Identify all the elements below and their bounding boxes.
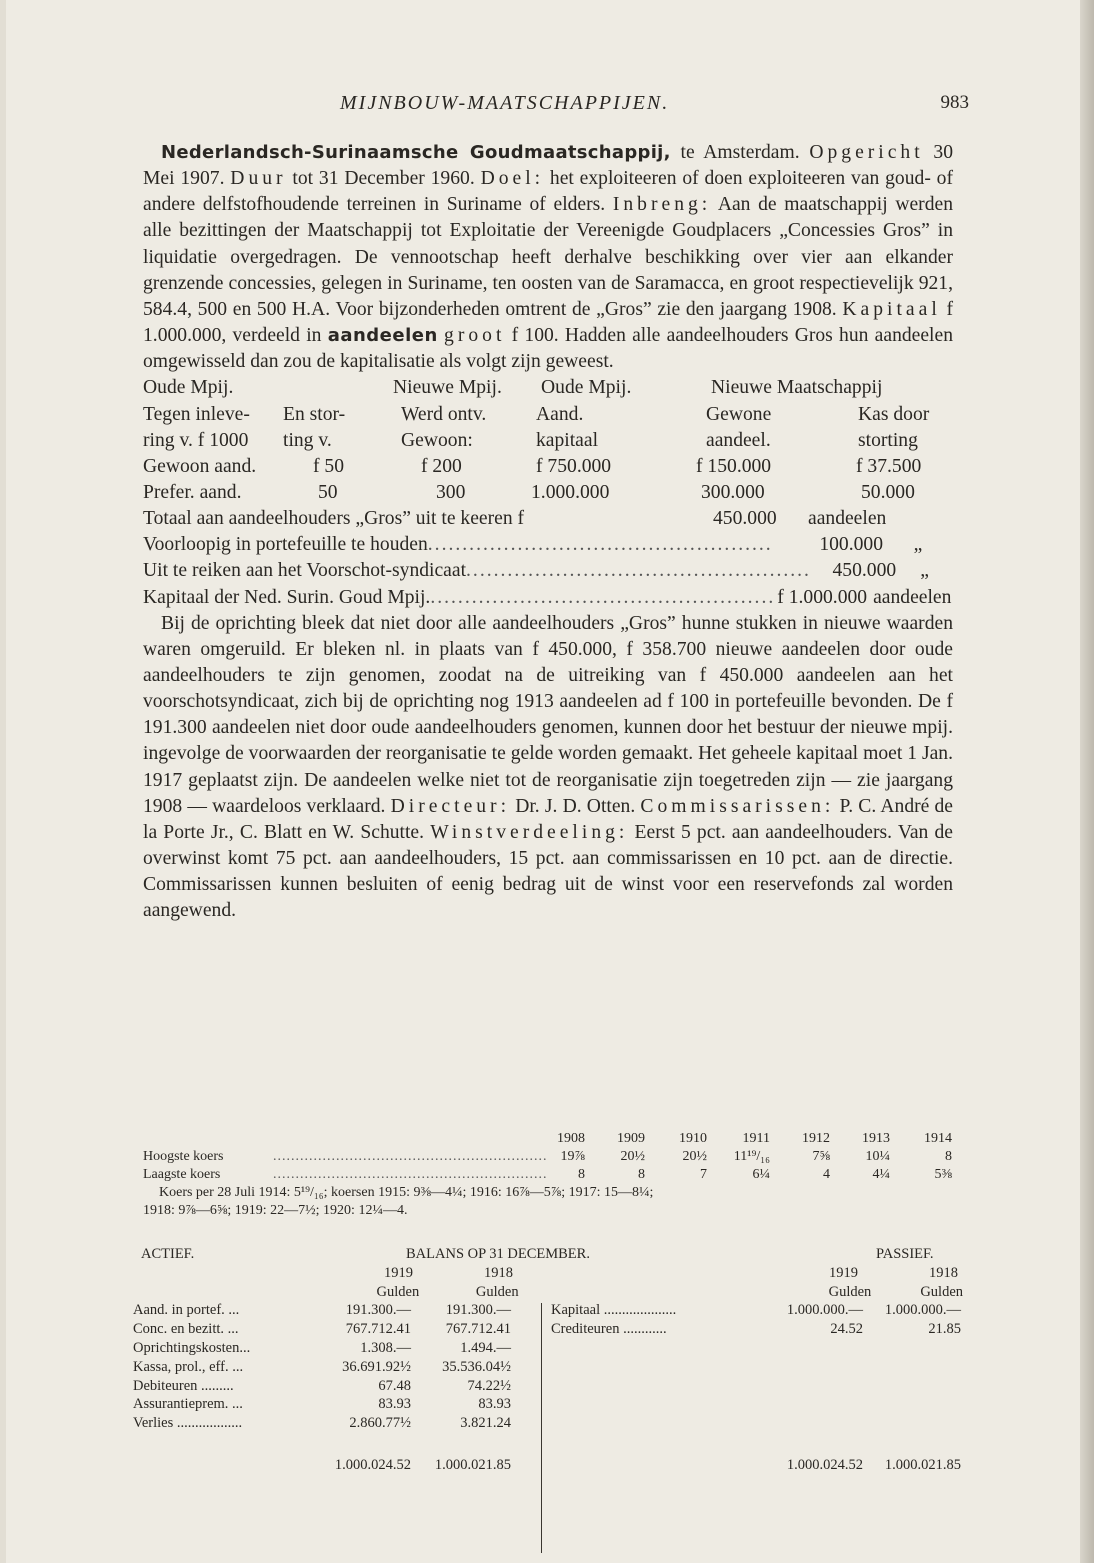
- formation-paragraph: [143, 611, 953, 925]
- koers-laagste-label: Laagste koers: [143, 1167, 221, 1182]
- summary-unit: aandeelen: [873, 586, 952, 608]
- summary-line: [143, 532, 953, 558]
- summary-value: 450.000: [713, 508, 777, 530]
- koers-spacer: [143, 1130, 525, 1148]
- balance-title-row: [133, 1245, 963, 1264]
- page-number: 983: [940, 92, 969, 113]
- summary-label: Totaal aan aandeelhouders „Gros” uit te keeren f: [143, 508, 525, 530]
- koers-value: 10¼: [865, 1149, 890, 1164]
- exchange-header-cell: En stor-: [283, 403, 346, 425]
- summary-value: 450.000: [832, 560, 897, 582]
- koers-note: Koers per 28 Juli 1914: 5¹⁹/₁₆; koersen 1915: 9⅜—4¼; 1916: 16⅞—5⅞; 1917: 15—8¼;: [159, 1185, 654, 1200]
- exchange-header-row: [143, 375, 953, 401]
- actief-total-1918: 1.000.021.85: [434, 1456, 511, 1473]
- summary-label: Voorloopig in portefeuille te houden: [143, 534, 428, 556]
- balance-row: [133, 1301, 963, 1320]
- exchange-row: [143, 454, 953, 480]
- groot-label: groot: [444, 325, 506, 347]
- running-title: MIJNBOUW-MAATSCHAPPIJEN.: [340, 92, 670, 114]
- passief-value-1918: 1.000.000.—: [884, 1302, 961, 1319]
- exchange-cell: f 750.000: [536, 455, 612, 477]
- passief-item-label: Crediteuren ............: [551, 1321, 667, 1338]
- passief-value-1918: 21.85: [928, 1321, 961, 1338]
- page-left-edge: [0, 0, 6, 1563]
- koers-value: 7: [700, 1167, 707, 1182]
- balance-spacer: [511, 1456, 761, 1475]
- commissarissen-label: Commissarissen:: [640, 795, 835, 817]
- koers-value: 11¹⁹/₁₆: [733, 1149, 770, 1164]
- passief-total-1918: 1.000.021.85: [884, 1456, 961, 1473]
- exchange-header-row: [143, 428, 953, 454]
- exchange-header-cell: Kas door: [858, 403, 930, 425]
- actief-value-1918: 74.22½: [467, 1377, 511, 1394]
- koers-table: [143, 1130, 963, 1220]
- koers-year: 1911: [742, 1131, 770, 1146]
- balance-sheet: [133, 1245, 963, 1475]
- balance-title: BALANS OP 31 DECEMBER.: [406, 1246, 590, 1262]
- doel-label: Doel:: [480, 168, 545, 190]
- actief-value-1918: 83.93: [478, 1396, 511, 1413]
- company-name: Nederlandsch-Surinaamsche Goudmaatschappij,: [161, 142, 671, 163]
- koers-year: 1909: [617, 1131, 645, 1146]
- leader-dots: ..................................................: [430, 586, 776, 608]
- aandeelen-word: aandeelen: [327, 325, 438, 347]
- exchange-header-row: [143, 402, 953, 428]
- exchange-header-cell: Gewoon:: [401, 429, 473, 451]
- groot-text: f 100. Hadden alle aandeelhouders Gros hun aandeelen omgewisseld dan zou de kapitalisatie als volgt zijn geweest.: [143, 325, 953, 373]
- article-body: [143, 140, 953, 925]
- exchange-row: [143, 480, 953, 506]
- passief-item-label: Kapitaal ....................: [551, 1302, 677, 1319]
- exchange-header-cell: storting: [858, 429, 918, 451]
- exchange-header-cell: ting v.: [283, 429, 332, 451]
- balance-spacer: [133, 1456, 323, 1475]
- balance-year: 1918: [484, 1264, 513, 1281]
- actief-item-label: Oprichtingskosten...: [133, 1339, 251, 1356]
- actief-value-1919: 1.308.—: [360, 1339, 411, 1356]
- summary-unit: „: [920, 560, 929, 582]
- balance-currency: Gulden: [920, 1283, 964, 1300]
- actief-value-1919: 767.712.41: [345, 1321, 411, 1338]
- leader-dots: ..................................................: [466, 560, 811, 582]
- koers-year: 1910: [679, 1131, 707, 1146]
- opgericht-label: Opgericht: [809, 142, 924, 163]
- leader-dots: .............................................................: [273, 1149, 548, 1164]
- company-location: te Amsterdam.: [670, 142, 800, 163]
- summary-unit: aandeelen: [808, 508, 887, 530]
- exchange-table: [143, 375, 953, 506]
- kapitaal-text: f 1.000.000, verdeeld in: [143, 298, 953, 347]
- actief-value-1919: 2.860.77½: [349, 1415, 411, 1432]
- exchange-cell: 300.000: [701, 481, 765, 503]
- inbreng-text: Aan de maatschappij werden alle bezittingen der Maatschappij tot Exploitatie der Vereenigde Goudplacers „Concessies Gros” in liquidatie overgedragen. De vennootschap heeft derhalve beschikking over vier aan elkander grenzende concessies, gelegen in Suriname, ten oosten van de Saramacca, en groot respectievelijk 921, 584.4, 500 en 500 H.A. Voor bijzonderheden omtrent de „Gros” zie den jaargang 1908.: [143, 194, 953, 320]
- actief-item-label: Debiteuren .........: [133, 1377, 234, 1394]
- koers-value: 4¼: [872, 1167, 890, 1182]
- koers-note: 1918: 9⅞—6⅝; 1919: 22—7½; 1920: 12¼—4.: [143, 1203, 408, 1218]
- koers-year: 1914: [924, 1131, 952, 1146]
- koers-value: 8: [945, 1149, 952, 1164]
- balance-spacer: [133, 1283, 332, 1302]
- winstverdeeling-label: Winstverdeeling:: [430, 821, 629, 843]
- koers-year: 1912: [802, 1131, 830, 1146]
- passief-label: PASSIEF.: [876, 1246, 934, 1262]
- exchange-header-cell: Oude Mpij.: [143, 377, 234, 399]
- koers-year: 1908: [557, 1131, 585, 1146]
- summary-label: Kapitaal der Ned. Surin. Goud Mpij.: [143, 586, 431, 608]
- exchange-header-cell: aandeel.: [706, 429, 771, 451]
- actief-value-1918: 35.536.04½: [442, 1358, 511, 1375]
- actief-item-label: Aand. in portef. ...: [133, 1302, 240, 1319]
- balance-row: [133, 1414, 963, 1433]
- summary-line: [143, 506, 953, 532]
- exchange-cell: Gewoon aand.: [143, 455, 257, 477]
- actief-total-1919: 1.000.024.52: [334, 1456, 411, 1473]
- exchange-header-cell: Tegen inleve-: [143, 403, 250, 425]
- doel-text: het exploiteeren of doen exploiteeren van goud- of andere delfstofhoudende terreinen in Suriname of elders.: [143, 168, 953, 216]
- passief-value-1919: 1.000.000.—: [786, 1302, 863, 1319]
- balance-years-row: [133, 1264, 963, 1283]
- exchange-header-cell: Nieuwe Maatschappij: [711, 377, 883, 399]
- exchange-cell: 300: [436, 481, 466, 503]
- exchange-header-cell: Gewone: [706, 403, 772, 425]
- koers-value: 8: [578, 1167, 585, 1182]
- balance-spacer: [513, 1264, 818, 1283]
- exchange-header-cell: Oude Mpij.: [541, 377, 632, 399]
- actief-item-label: Assurantieprem. ...: [133, 1396, 243, 1413]
- commissarissen-text: P. C. André de la Porte Jr., C. Blatt en W. Schutte.: [143, 795, 954, 843]
- actief-label: ACTIEF.: [141, 1246, 195, 1262]
- koers-value: 20½: [682, 1149, 707, 1164]
- koers-laagste-row: [143, 1166, 963, 1184]
- balance-spacer: [511, 1320, 551, 1339]
- exchange-header-cell: Aand.: [536, 403, 584, 425]
- actief-item-label: Verlies ..................: [133, 1415, 243, 1432]
- koers-value: 6¼: [752, 1167, 770, 1182]
- koers-value: 4: [823, 1167, 830, 1182]
- balance-row: [133, 1377, 963, 1396]
- balance-currency: Gulden: [376, 1283, 420, 1300]
- balance-year: 1919: [384, 1264, 413, 1281]
- summary-label: Uit te reiken aan het Voorschot-syndicaat: [143, 560, 467, 582]
- summary-line: [143, 585, 953, 611]
- koers-hoogste-label: Hoogste koers: [143, 1149, 224, 1164]
- actief-item-label: Conc. en bezitt. ...: [133, 1321, 239, 1338]
- exchange-header-cell: Nieuwe Mpij.: [393, 377, 502, 399]
- page-header: [0, 92, 1094, 122]
- balance-spacer: [511, 1301, 551, 1320]
- balance-spacer: [133, 1264, 333, 1283]
- company-paragraph: [143, 140, 953, 375]
- leader-dots: ..................................................: [427, 534, 773, 556]
- balance-row: [133, 1339, 963, 1358]
- actief-value-1919: 67.48: [378, 1377, 411, 1394]
- balance-spacer: [519, 1283, 829, 1302]
- actief-value-1919: 191.300.—: [345, 1302, 411, 1319]
- capitalisation-summary: [143, 506, 953, 611]
- exchange-cell: f 50: [313, 455, 345, 477]
- exchange-header-cell: Werd ontv.: [401, 403, 487, 425]
- actief-value-1919: 83.93: [378, 1396, 411, 1413]
- balance-year: 1918: [929, 1264, 958, 1281]
- summary-unit: „: [913, 534, 923, 556]
- koers-year: 1913: [862, 1131, 890, 1146]
- winstverdeeling-text: Eerst 5 pct. aan aandeelhouders. Van de overwinst komt 75 pct. aan aandeelhouders, 15 pct. aan commissarissen en 10 pct. aan de directie. Commissarissen kunnen besluiten of eenig bedrag uit de winst voor een reservefonds zal worden aangewend.: [143, 821, 953, 922]
- exchange-cell: f 37.500: [856, 455, 922, 477]
- balance-row: [133, 1320, 963, 1339]
- exchange-cell: 1.000.000: [531, 481, 610, 503]
- summary-value: f 1.000.000: [777, 586, 868, 608]
- actief-value-1918: 3.821.24: [460, 1415, 511, 1432]
- balance-row: [133, 1358, 963, 1377]
- koers-value: 20½: [620, 1149, 645, 1164]
- kapitaal-label: Kapitaal: [842, 298, 941, 320]
- exchange-cell: 50: [318, 481, 338, 503]
- actief-item-label: Kassa, prol., eff. ...: [133, 1358, 244, 1375]
- summary-value: 100.000: [819, 534, 883, 556]
- actief-value-1919: 36.691.92½: [342, 1358, 411, 1375]
- duur-label: Duur: [230, 168, 287, 190]
- balance-year: 1919: [829, 1264, 858, 1281]
- koers-hoogste-row: [143, 1148, 963, 1166]
- opgericht-value: 30 Mei 1907.: [143, 142, 953, 190]
- balance-row: [133, 1395, 963, 1414]
- inbreng-label: Inbreng:: [612, 194, 712, 216]
- koers-value: 8: [638, 1167, 645, 1182]
- leader-dots: .............................................................: [273, 1167, 548, 1182]
- actief-value-1918: 191.300.—: [445, 1302, 511, 1319]
- koers-years-row: [143, 1130, 963, 1148]
- exchange-cell: f 200: [421, 455, 462, 477]
- koers-value: 7⅝: [812, 1149, 830, 1164]
- exchange-cell: 50.000: [861, 481, 915, 503]
- passief-total-1919: 1.000.024.52: [786, 1456, 863, 1473]
- summary-line: [143, 558, 953, 584]
- actief-value-1918: 1.494.—: [460, 1339, 511, 1356]
- page-binding-edge: [1080, 0, 1094, 1563]
- exchange-header-cell: kapitaal: [536, 429, 599, 451]
- passief-value-1919: 24.52: [830, 1321, 863, 1338]
- balance-spacer-row: [133, 1433, 963, 1452]
- balance-currency: Gulden: [475, 1283, 519, 1300]
- exchange-cell: f 150.000: [696, 455, 772, 477]
- balance-totals-row: [133, 1456, 963, 1475]
- koers-value: 19⅞: [560, 1149, 585, 1164]
- formation-text: Bij de oprichting bleek dat niet door alle aandeelhouders „Gros” hunne stukken in nieuwe waarden waren omgeruild. Er bleken nl. in plaats van f 450.000, f 358.700 nieuwe aandeelen door oude aandeelhouders te zijn genomen, zoodat na de uitreiking van f 450.000 aandeelen aan het voorschotsyndicaat, zich bij de oprichting nog 1913 aandeelen ad f 100 in portefeuille bevonden. De f 191.300 aandeelen niet door oude aandeelhouders genomen, kunnen door het bestuur der nieuwe mpij. ingevolge de voorwaarden der reorganisatie te gelde worden gemaakt. Het geheele kapitaal moet 1 Jan. 1917 geplaatst zijn. De aandeelen welke niet tot de reorganisatie zijn toegetreden zijn — zie jaargang 1908 — waardeloos verklaard.: [143, 612, 953, 817]
- balance-currency-row: [133, 1283, 963, 1302]
- exchange-header-cell: ring v. f 1000: [143, 429, 249, 451]
- balance-currency: Gulden: [828, 1283, 872, 1300]
- actief-value-1918: 767.712.41: [445, 1321, 511, 1338]
- exchange-cell: Prefer. aand.: [143, 481, 242, 503]
- directeur-label: Directeur:: [390, 795, 511, 817]
- duur-value: tot 31 December 1960.: [286, 168, 475, 190]
- directeur-text: Dr. J. D. Otten.: [510, 795, 636, 817]
- koers-value: 5⅜: [934, 1167, 952, 1182]
